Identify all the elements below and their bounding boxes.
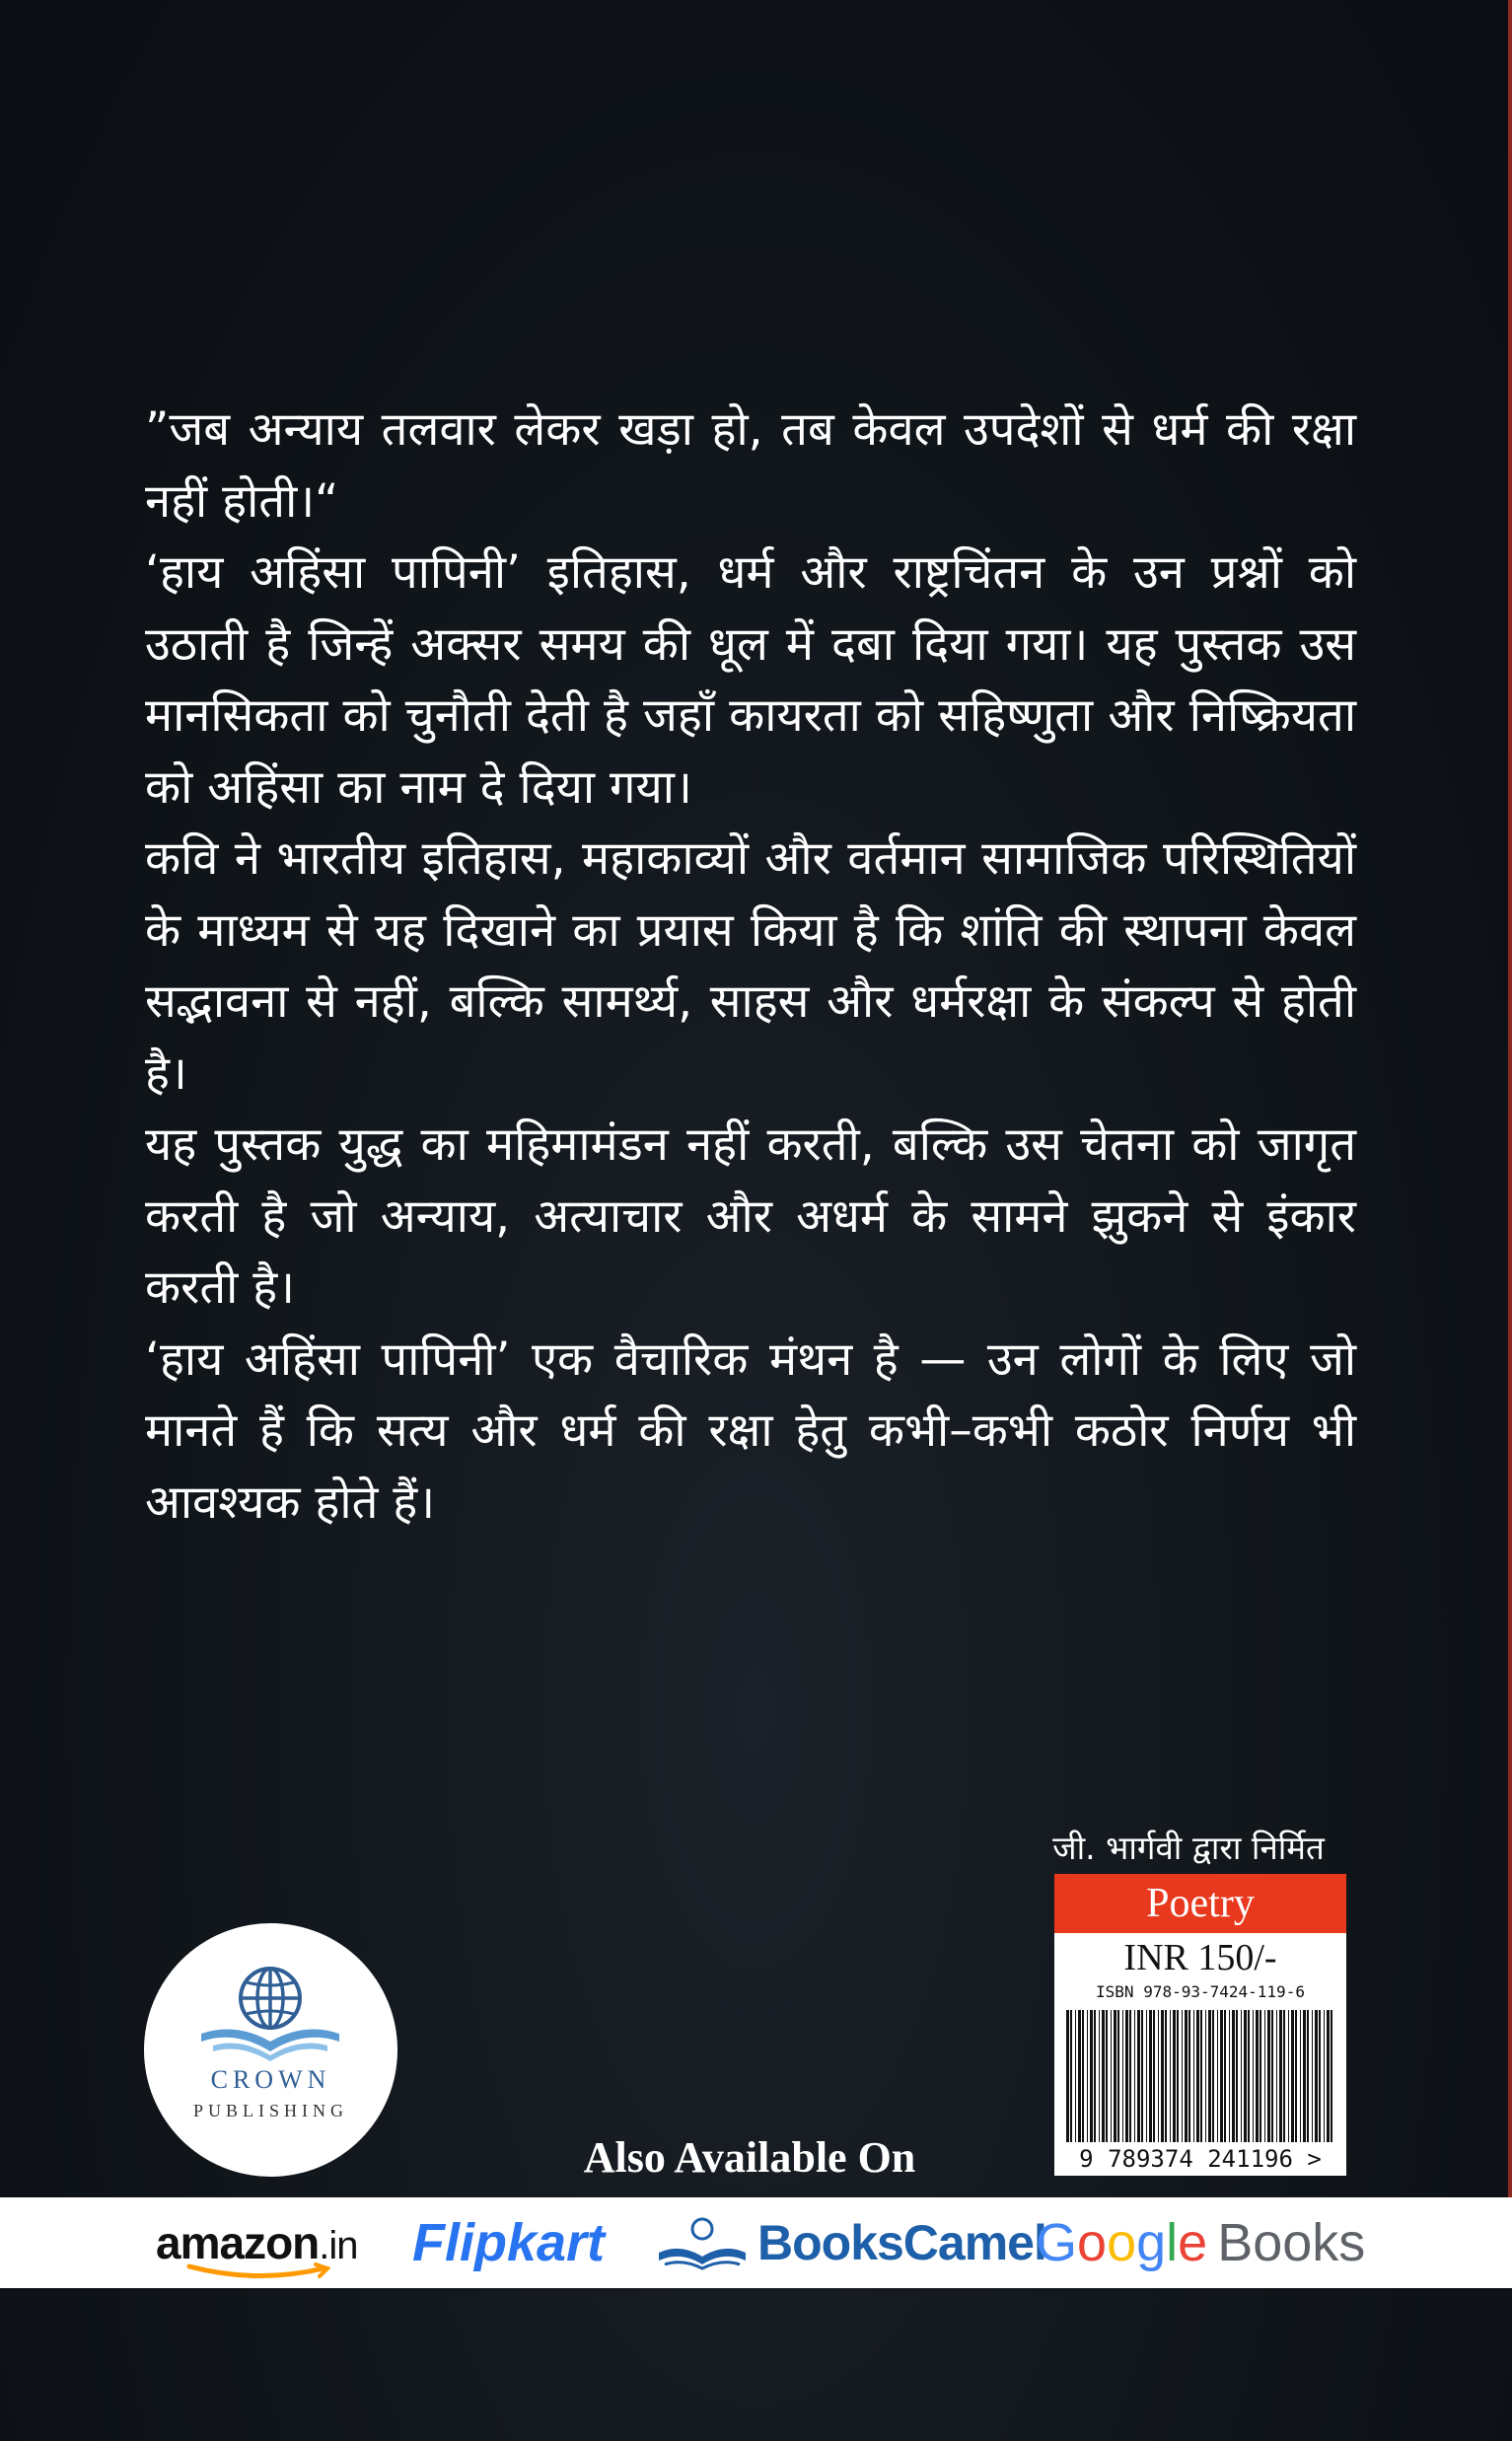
barcode-bar — [1300, 2010, 1301, 2142]
barcode-bar — [1087, 2010, 1088, 2142]
cover-edge-line — [1508, 0, 1512, 2197]
barcode-bar — [1288, 2010, 1289, 2142]
barcode-bar — [1256, 2010, 1259, 2142]
amazon-wordmark: amazon — [156, 2217, 320, 2268]
publisher-subtitle: PUBLISHING — [192, 2101, 348, 2120]
barcode-bar — [1205, 2010, 1206, 2142]
barcode-bar — [1279, 2010, 1282, 2142]
barcode-bar — [1090, 2010, 1093, 2142]
also-available-heading: Also Available On — [583, 2133, 916, 2182]
open-book-icon — [655, 2215, 750, 2272]
barcode-bar — [1102, 2010, 1105, 2142]
barcode-bar — [1248, 2010, 1250, 2142]
isbn-label: ISBN 978-93-7424-119-6 — [1096, 1982, 1305, 2001]
barcode-bar — [1111, 2010, 1112, 2142]
barcode-bar — [1094, 2010, 1096, 2142]
barcode-bar — [1264, 2010, 1265, 2142]
back-cover-blurb — [145, 395, 1356, 1539]
barcode-bar — [1253, 2010, 1254, 2142]
barcode-bar — [1307, 2010, 1309, 2142]
barcode-bar — [1146, 2010, 1147, 2142]
barcode-bar — [1271, 2010, 1273, 2142]
amazon-suffix: .in — [319, 2224, 358, 2267]
barcode-bar — [1315, 2010, 1318, 2142]
barcode-bar — [1153, 2010, 1155, 2142]
barcode-number: 9 789374 241196 > — [1079, 2145, 1322, 2173]
barcode-bar — [1303, 2010, 1306, 2142]
flipkart-logo[interactable]: Flipkart — [412, 2213, 606, 2272]
amazon-logo[interactable] — [156, 2197, 358, 2288]
barcode-bar — [1134, 2010, 1135, 2142]
barcode-bar — [1122, 2010, 1123, 2142]
barcode-bar — [1075, 2010, 1076, 2142]
bookscamel-logo[interactable] — [655, 2197, 1046, 2288]
blurb-paragraph: ‘हाय अहिंसा पापिनी’ इतिहास, धर्म और राष्ट्रचिंतन के उन प्रश्नों को उठाती है जिन्हें अक्सर समय की धूल में दबा दिया गया। यह पुस्तक उस मानसिकता को चुनौती देती है जहाँ कायरता को सहिष्णुता और निष्क्रियता को अहिंसा का नाम दे दिया गया। — [145, 545, 1356, 815]
barcode-bar — [1165, 2010, 1167, 2142]
blurb-quote: ”जब अन्याय तलवार लेकर खड़ा हो, तब केवल उपदेशों से धर्म की रक्षा नहीं होती।“ — [145, 402, 1356, 529]
cover-credit: जी. भार्गवी द्वारा निर्मित — [1052, 1829, 1325, 1867]
barcode-bar — [1158, 2010, 1159, 2142]
publisher-name: CROWN — [210, 2065, 331, 2094]
barcode-bar — [1283, 2010, 1285, 2142]
bookscamel-wordmark: BooksCamel — [757, 2215, 1046, 2270]
price-barcode-box — [1054, 1874, 1346, 2176]
barcode-bar — [1236, 2010, 1238, 2142]
barcode-bar — [1220, 2010, 1223, 2142]
barcode-bar — [1212, 2010, 1214, 2142]
barcode-bar — [1170, 2010, 1171, 2142]
barcode-bar — [1177, 2010, 1179, 2142]
barcode-bar — [1319, 2010, 1321, 2142]
barcode-bar — [1125, 2010, 1128, 2142]
barcode-bar — [1331, 2010, 1332, 2142]
barcode-bar — [1114, 2010, 1116, 2142]
price-label: INR 150/- — [1123, 1937, 1277, 1978]
google-letter: o — [1077, 2213, 1108, 2272]
google-books-logo[interactable] — [1036, 2197, 1365, 2288]
barcode-bar — [1129, 2010, 1131, 2142]
barcode-bar — [1137, 2010, 1140, 2142]
barcode-bar — [1208, 2010, 1211, 2142]
barcode-bar — [1312, 2010, 1313, 2142]
google-letter: o — [1107, 2213, 1137, 2272]
genre-label: Poetry — [1054, 1874, 1346, 1933]
barcode-bar — [1196, 2010, 1199, 2142]
globe-book-icon — [191, 1961, 349, 2069]
google-books-word: Books — [1217, 2213, 1366, 2272]
barcode-bar — [1182, 2010, 1183, 2142]
barcode-bar — [1200, 2010, 1202, 2142]
google-letter: g — [1136, 2213, 1167, 2272]
barcode-bar — [1188, 2010, 1190, 2142]
barcode-bar — [1232, 2010, 1235, 2142]
barcode-bar — [1117, 2010, 1119, 2142]
blurb-paragraph: ‘हाय अहिंसा पापिनी’ एक वैचारिक मंथन है — उन लोगों के लिए जो मानते हैं कि सत्य और धर्म की रक्षा हेतु कभी–कभी कठोर निर्णय भी आवश्यक होते हैं। — [145, 1331, 1356, 1530]
blurb-paragraph: कवि ने भारतीय इतिहास, महाकाव्यों और वर्तमान सामाजिक परिस्थितियों के माध्यम से यह दिखाने का प्रयास किया है कि शांति की स्थापना केवल सद्भावना से नहीं, बल्कि सामर्थ्य, साहस और धर्मरक्षा के संकल्प से होती है। — [145, 831, 1356, 1101]
barcode-bar — [1327, 2010, 1330, 2142]
barcode-bar — [1224, 2010, 1226, 2142]
barcode-bar — [1276, 2010, 1277, 2142]
barcode-bar — [1185, 2010, 1188, 2142]
barcode-bar — [1324, 2010, 1325, 2142]
barcode-bar — [1241, 2010, 1242, 2142]
store-logos-strip — [0, 2197, 1512, 2288]
barcode-bar — [1291, 2010, 1294, 2142]
google-letter: l — [1166, 2213, 1179, 2272]
barcode-bar — [1082, 2010, 1084, 2142]
barcode-bar — [1244, 2010, 1247, 2142]
barcode-bar — [1066, 2010, 1069, 2142]
barcode-bar — [1078, 2010, 1081, 2142]
publisher-logo — [144, 1923, 397, 2177]
barcode-bar — [1141, 2010, 1143, 2142]
barcode-bar — [1217, 2010, 1218, 2142]
barcode-bar — [1260, 2010, 1261, 2142]
barcode — [1060, 2008, 1340, 2144]
barcode-bar — [1267, 2010, 1270, 2142]
barcode-bar — [1295, 2010, 1297, 2142]
google-letter: G — [1036, 2213, 1078, 2272]
barcode-bar — [1106, 2010, 1108, 2142]
amazon-smile-icon — [185, 2262, 333, 2282]
google-letter: e — [1178, 2213, 1208, 2272]
barcode-bar — [1193, 2010, 1194, 2142]
barcode-bar — [1070, 2010, 1072, 2142]
barcode-bar — [1149, 2010, 1152, 2142]
barcode-bar — [1229, 2010, 1230, 2142]
barcode-bar — [1161, 2010, 1164, 2142]
blurb-paragraph: यह पुस्तक युद्ध का महिमामंडन नहीं करती, बल्कि उस चेतना को जागृत करती है जो अन्याय, अत्याचार और अधर्म के सामने झुकने से इंकार करती है। — [145, 1117, 1356, 1315]
barcode-bar — [1173, 2010, 1176, 2142]
barcode-bar — [1099, 2010, 1100, 2142]
